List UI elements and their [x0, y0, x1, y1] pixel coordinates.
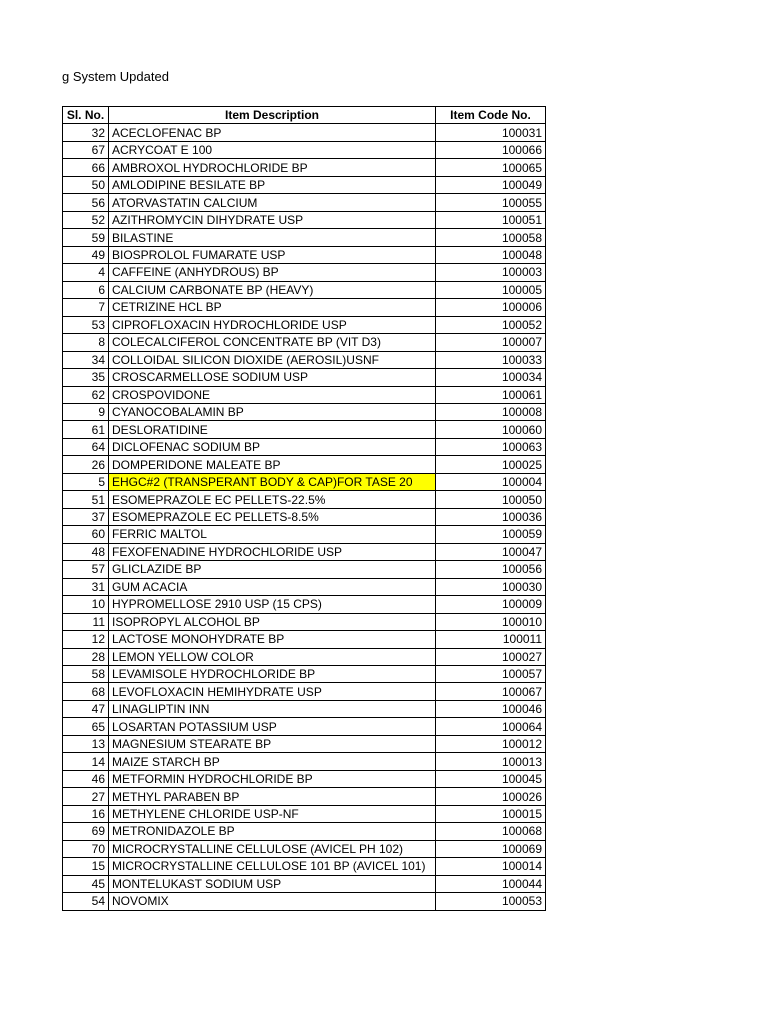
table-row: [63, 875, 546, 892]
table-row: [63, 421, 546, 438]
sl-no-cell: 8: [63, 334, 109, 351]
item-description-cell: ACRYCOAT E 100: [109, 141, 436, 158]
item-code-cell: 100068: [436, 823, 546, 840]
item-description-cell: CALCIUM CARBONATE BP (HEAVY): [109, 281, 436, 298]
table-row: [63, 700, 546, 717]
table-row: [63, 403, 546, 420]
sl-no-cell: 9: [63, 403, 109, 420]
table-row: [63, 788, 546, 805]
item-description-cell: LOSARTAN POTASSIUM USP: [109, 718, 436, 735]
item-description-cell: BILASTINE: [109, 229, 436, 246]
sl-no-cell: 70: [63, 840, 109, 857]
item-code-cell: 100031: [436, 124, 546, 141]
sl-no-cell: 6: [63, 281, 109, 298]
item-description-cell: CETRIZINE HCL BP: [109, 299, 436, 316]
table-row: [63, 211, 546, 228]
sl-no-cell: 56: [63, 194, 109, 211]
item-code-cell: 100012: [436, 735, 546, 752]
item-description-cell: NOVOMIX: [109, 893, 436, 910]
sl-no-cell: 14: [63, 753, 109, 770]
item-description-cell: CAFFEINE (ANHYDROUS) BP: [109, 264, 436, 281]
header-item-code: Item Code No.: [436, 107, 546, 124]
sl-no-cell: 59: [63, 229, 109, 246]
item-description-cell: DOMPERIDONE MALEATE BP: [109, 456, 436, 473]
table-row: [63, 176, 546, 193]
table-row: [63, 526, 546, 543]
item-description-cell: COLECALCIFEROL CONCENTRATE BP (VIT D3): [109, 334, 436, 351]
sl-no-cell: 52: [63, 211, 109, 228]
item-description-cell: ESOMEPRAZOLE EC PELLETS-8.5%: [109, 508, 436, 525]
item-code-cell: 100057: [436, 666, 546, 683]
table-row: [63, 543, 546, 560]
item-code-cell: 100056: [436, 561, 546, 578]
item-description-cell: CROSCARMELLOSE SODIUM USP: [109, 369, 436, 386]
table-row: [63, 281, 546, 298]
sl-no-cell: 32: [63, 124, 109, 141]
table-row: [63, 438, 546, 455]
item-code-cell: 100059: [436, 526, 546, 543]
item-code-cell: 100027: [436, 648, 546, 665]
item-description-cell: COLLOIDAL SILICON DIOXIDE (AEROSIL)USNF: [109, 351, 436, 368]
table-row: [63, 369, 546, 386]
table-row: [63, 229, 546, 246]
sl-no-cell: 50: [63, 176, 109, 193]
item-description-cell: EHGC#2 (TRANSPERANT BODY & CAP)FOR TASE 20: [109, 473, 436, 490]
item-description-cell: FEXOFENADINE HYDROCHLORIDE USP: [109, 543, 436, 560]
item-code-cell: 100013: [436, 753, 546, 770]
item-description-cell: ESOMEPRAZOLE EC PELLETS-22.5%: [109, 491, 436, 508]
item-code-cell: 100048: [436, 246, 546, 263]
sl-no-cell: 12: [63, 631, 109, 648]
sl-no-cell: 28: [63, 648, 109, 665]
table-row: [63, 858, 546, 875]
sl-no-cell: 65: [63, 718, 109, 735]
item-code-cell: 100063: [436, 438, 546, 455]
sl-no-cell: 16: [63, 805, 109, 822]
item-description-cell: LINAGLIPTIN INN: [109, 700, 436, 717]
item-description-cell: METRONIDAZOLE BP: [109, 823, 436, 840]
table-row: [63, 578, 546, 595]
item-description-cell: METHYL PARABEN BP: [109, 788, 436, 805]
table-row: [63, 648, 546, 665]
sl-no-cell: 46: [63, 770, 109, 787]
item-code-cell: 100047: [436, 543, 546, 560]
table-row: [63, 141, 546, 158]
item-code-cell: 100007: [436, 334, 546, 351]
item-code-cell: 100006: [436, 299, 546, 316]
table-row: [63, 823, 546, 840]
table-row: [63, 351, 546, 368]
sl-no-cell: 10: [63, 596, 109, 613]
item-code-cell: 100026: [436, 788, 546, 805]
table-row: [63, 456, 546, 473]
sl-no-cell: 68: [63, 683, 109, 700]
item-code-cell: 100005: [436, 281, 546, 298]
item-code-cell: 100004: [436, 473, 546, 490]
item-description-cell: CIPROFLOXACIN HYDROCHLORIDE USP: [109, 316, 436, 333]
item-description-cell: BIOSPROLOL FUMARATE USP: [109, 246, 436, 263]
item-description-cell: MICROCRYSTALLINE CELLULOSE 101 BP (AVICEL 101): [109, 858, 436, 875]
item-description-cell: METFORMIN HYDROCHLORIDE BP: [109, 770, 436, 787]
item-code-cell: 100055: [436, 194, 546, 211]
item-code-cell: 100034: [436, 369, 546, 386]
sl-no-cell: 62: [63, 386, 109, 403]
sl-no-cell: 13: [63, 735, 109, 752]
item-code-cell: 100051: [436, 211, 546, 228]
item-code-cell: 100061: [436, 386, 546, 403]
table-row: [63, 683, 546, 700]
item-description-cell: LEVOFLOXACIN HEMIHYDRATE USP: [109, 683, 436, 700]
table-row: [63, 561, 546, 578]
sl-no-cell: 34: [63, 351, 109, 368]
table-row: [63, 264, 546, 281]
item-description-cell: GUM ACACIA: [109, 578, 436, 595]
item-description-cell: MAGNESIUM STEARATE BP: [109, 735, 436, 752]
sl-no-cell: 26: [63, 456, 109, 473]
sl-no-cell: 69: [63, 823, 109, 840]
table-row: [63, 735, 546, 752]
table-row: [63, 194, 546, 211]
sl-no-cell: 35: [63, 369, 109, 386]
sl-no-cell: 49: [63, 246, 109, 263]
table-row: [63, 631, 546, 648]
sl-no-cell: 7: [63, 299, 109, 316]
sl-no-cell: 4: [63, 264, 109, 281]
table-row: [63, 596, 546, 613]
table-row: [63, 316, 546, 333]
item-code-cell: 100060: [436, 421, 546, 438]
item-code-cell: 100052: [436, 316, 546, 333]
table-body: [63, 124, 546, 910]
table-row: [63, 334, 546, 351]
item-description-cell: ATORVASTATIN CALCIUM: [109, 194, 436, 211]
table-row: [63, 753, 546, 770]
page-title: g System Updated: [62, 69, 169, 84]
item-code-cell: 100046: [436, 700, 546, 717]
item-code-cell: 100003: [436, 264, 546, 281]
item-code-cell: 100010: [436, 613, 546, 630]
item-description-cell: GLICLAZIDE BP: [109, 561, 436, 578]
item-code-cell: 100009: [436, 596, 546, 613]
item-description-cell: LACTOSE MONOHYDRATE BP: [109, 631, 436, 648]
sl-no-cell: 60: [63, 526, 109, 543]
item-description-cell: DESLORATIDINE: [109, 421, 436, 438]
item-description-cell: AMBROXOL HYDROCHLORIDE BP: [109, 159, 436, 176]
sl-no-cell: 27: [63, 788, 109, 805]
table-row: [63, 491, 546, 508]
item-code-cell: 100050: [436, 491, 546, 508]
item-code-cell: 100008: [436, 403, 546, 420]
item-code-cell: 100053: [436, 893, 546, 910]
item-description-cell: MAIZE STARCH BP: [109, 753, 436, 770]
item-description-cell: AMLODIPINE BESILATE BP: [109, 176, 436, 193]
item-code-cell: 100045: [436, 770, 546, 787]
sl-no-cell: 45: [63, 875, 109, 892]
item-code-cell: 100030: [436, 578, 546, 595]
item-code-cell: 100015: [436, 805, 546, 822]
item-code-cell: 100011: [436, 631, 546, 648]
item-description-cell: ACECLOFENAC BP: [109, 124, 436, 141]
item-code-cell: 100036: [436, 508, 546, 525]
sl-no-cell: 31: [63, 578, 109, 595]
item-code-cell: 100067: [436, 683, 546, 700]
item-description-cell: MONTELUKAST SODIUM USP: [109, 875, 436, 892]
sl-no-cell: 58: [63, 666, 109, 683]
table-row: [63, 613, 546, 630]
sl-no-cell: 37: [63, 508, 109, 525]
item-description-cell: LEMON YELLOW COLOR: [109, 648, 436, 665]
item-code-cell: 100065: [436, 159, 546, 176]
item-description-cell: MICROCRYSTALLINE CELLULOSE (AVICEL PH 102): [109, 840, 436, 857]
table-row: [63, 473, 546, 490]
table-row: [63, 805, 546, 822]
table-row: [63, 159, 546, 176]
table-row: [63, 299, 546, 316]
item-description-cell: FERRIC MALTOL: [109, 526, 436, 543]
table-row: [63, 386, 546, 403]
item-code-cell: 100033: [436, 351, 546, 368]
item-description-cell: CYANOCOBALAMIN BP: [109, 403, 436, 420]
sl-no-cell: 47: [63, 700, 109, 717]
item-code-cell: 100014: [436, 858, 546, 875]
item-code-cell: 100069: [436, 840, 546, 857]
table-row: [63, 840, 546, 857]
item-description-cell: AZITHROMYCIN DIHYDRATE USP: [109, 211, 436, 228]
table-row: [63, 718, 546, 735]
sl-no-cell: 51: [63, 491, 109, 508]
sl-no-cell: 64: [63, 438, 109, 455]
sl-no-cell: 67: [63, 141, 109, 158]
item-description-cell: LEVAMISOLE HYDROCHLORIDE BP: [109, 666, 436, 683]
table-row: [63, 893, 546, 910]
item-description-cell: ISOPROPYL ALCOHOL BP: [109, 613, 436, 630]
header-sl-no: Sl. No.: [63, 107, 109, 124]
item-code-cell: 100066: [436, 141, 546, 158]
table-row: [63, 508, 546, 525]
item-description-cell: METHYLENE CHLORIDE USP-NF: [109, 805, 436, 822]
sl-no-cell: 11: [63, 613, 109, 630]
sl-no-cell: 57: [63, 561, 109, 578]
sl-no-cell: 53: [63, 316, 109, 333]
item-code-cell: 100044: [436, 875, 546, 892]
table-row: [63, 770, 546, 787]
item-code-cell: 100064: [436, 718, 546, 735]
item-code-table: [62, 106, 546, 911]
table-row: [63, 246, 546, 263]
sl-no-cell: 5: [63, 473, 109, 490]
table-row: [63, 666, 546, 683]
header-row: [63, 107, 546, 124]
header-item-description: Item Description: [109, 107, 436, 124]
item-code-cell: 100025: [436, 456, 546, 473]
item-description-cell: CROSPOVIDONE: [109, 386, 436, 403]
sl-no-cell: 66: [63, 159, 109, 176]
sl-no-cell: 54: [63, 893, 109, 910]
item-code-cell: 100049: [436, 176, 546, 193]
item-description-cell: HYPROMELLOSE 2910 USP (15 CPS): [109, 596, 436, 613]
sl-no-cell: 61: [63, 421, 109, 438]
item-description-cell: DICLOFENAC SODIUM BP: [109, 438, 436, 455]
sl-no-cell: 48: [63, 543, 109, 560]
item-code-cell: 100058: [436, 229, 546, 246]
table-row: [63, 124, 546, 141]
sl-no-cell: 15: [63, 858, 109, 875]
